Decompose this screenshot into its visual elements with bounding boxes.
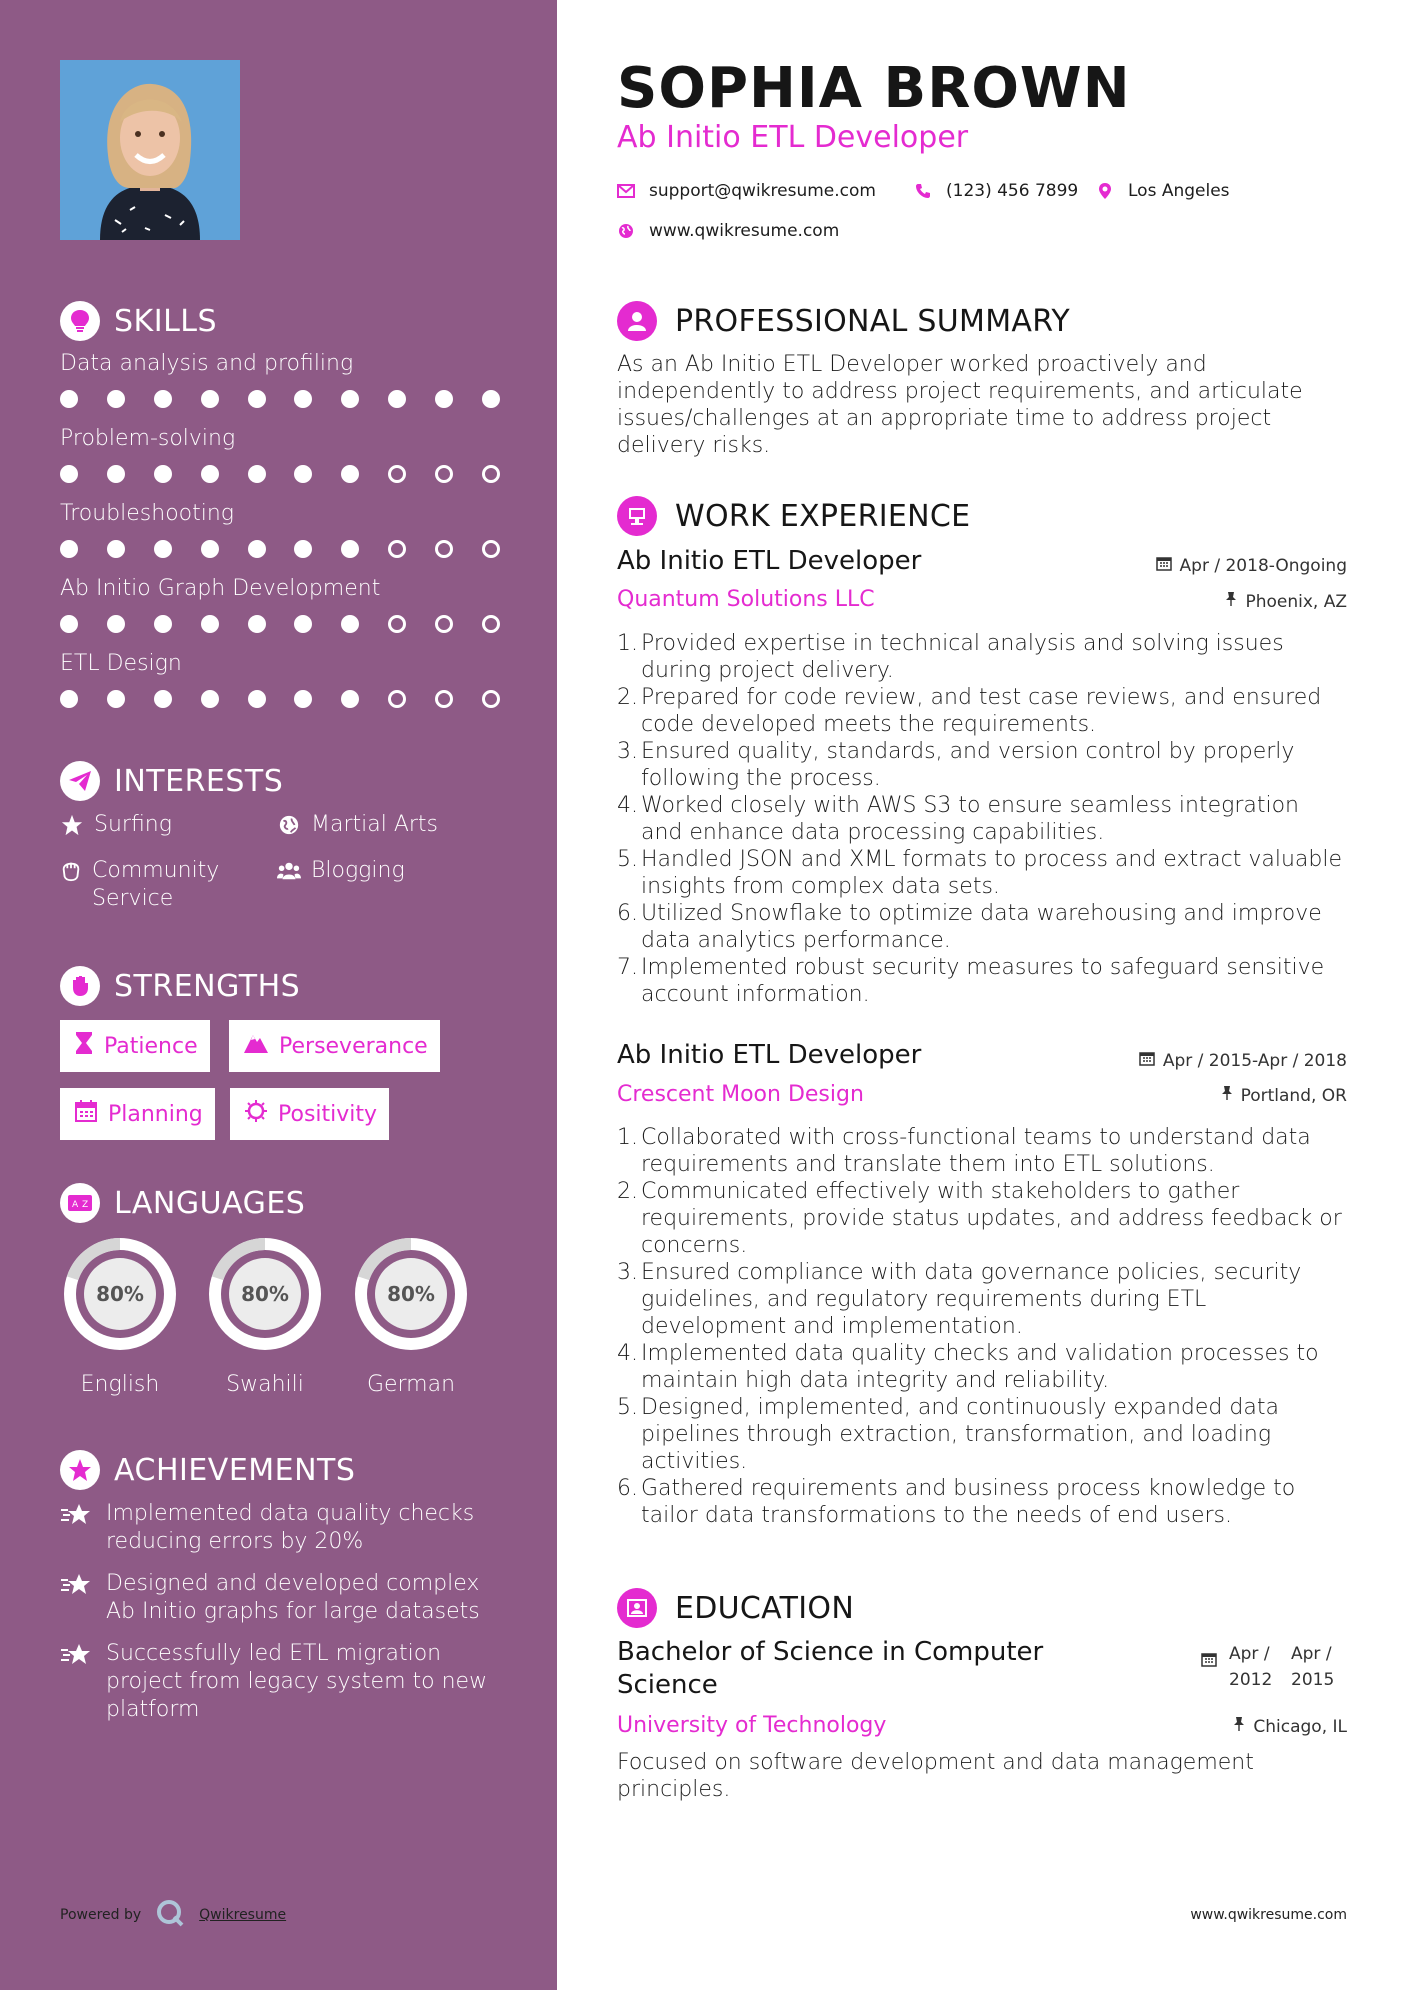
language-ring [58, 1232, 182, 1356]
rating-dot-filled [294, 390, 312, 408]
achievement-item [60, 1500, 510, 1556]
mountain-icon [243, 1032, 269, 1060]
bullet-text: Ensured compliance with data governance policies, security guidelines, and regulatory requirements during ETL development and implementation. [641, 1260, 1302, 1339]
bullet-text: Worked closely with AWS S3 to ensure seamless integration and enhance data processing capabilities. [641, 793, 1300, 845]
rating-dot-filled [154, 540, 172, 558]
envelope-icon [617, 182, 635, 200]
paper-plane-icon [60, 761, 100, 801]
pushpin-icon [1221, 1085, 1233, 1106]
interest-label: Community Service [92, 858, 220, 911]
phone-text: (123) 456 7899 [946, 181, 1079, 201]
sidebar [0, 0, 557, 1990]
pushpin-icon [1225, 591, 1237, 612]
bullet-number: 5. [617, 847, 638, 872]
rating-dot-filled [294, 615, 312, 633]
job-title: Ab Initio ETL Developer [617, 1040, 922, 1070]
qwikresume-link[interactable]: Qwikresume [199, 1907, 287, 1923]
interest-label: Blogging [311, 858, 405, 883]
rating-dot-filled [107, 540, 125, 558]
rating-dot-filled [435, 390, 453, 408]
map-pin-icon [1096, 182, 1114, 200]
location-text: Los Angeles [1128, 181, 1230, 201]
language-ring [349, 1232, 473, 1356]
bullet-number: 2. [617, 1179, 638, 1204]
bullet-number: 1. [617, 1125, 638, 1150]
job-dates [1139, 1050, 1347, 1071]
education-heading-text: EDUCATION [675, 1590, 855, 1626]
skill-item [60, 651, 500, 708]
rating-dot-filled [107, 390, 125, 408]
education-school: University of Technology [617, 1713, 887, 1738]
strength-label: Planning [108, 1101, 203, 1127]
skills-heading-text: SKILLS [114, 303, 218, 339]
education-heading [617, 1588, 854, 1628]
rating-dot-filled [248, 540, 266, 558]
powered-by-label: Powered by [60, 1907, 142, 1923]
rating-dot-empty [435, 615, 453, 633]
language-item [58, 1232, 182, 1397]
calendar-icon [74, 1099, 98, 1129]
bullet-text: Designed, implemented, and continuously expanded data pipelines through extraction, transformation, and loading activities. [641, 1395, 1279, 1474]
candidate-title: Ab Initio ETL Developer [617, 120, 969, 155]
hourglass-icon [74, 1031, 94, 1061]
email-text: support@qwikresume.com [649, 181, 876, 201]
job-bullet [617, 1178, 1347, 1259]
job-dates-text: Apr / 2018-Ongoing [1179, 555, 1347, 576]
rating-dot-filled [60, 690, 78, 708]
bullet-text: Ensured quality, standards, and version control by properly following the process. [641, 739, 1295, 791]
rating-dot-empty [435, 690, 453, 708]
language-item [203, 1232, 327, 1397]
job-dates-text: Apr / 2015-Apr / 2018 [1162, 1050, 1347, 1071]
sun-icon [244, 1099, 268, 1129]
summary-heading [617, 301, 1070, 341]
job-bullet [617, 1394, 1347, 1475]
interest-item [277, 811, 438, 839]
interest-label: Martial Arts [311, 812, 439, 837]
rating-dot-filled [154, 465, 172, 483]
rating-dot-filled [294, 690, 312, 708]
skill-item [60, 351, 500, 408]
achievement-item [60, 1570, 510, 1626]
pushpin-icon [1233, 1716, 1245, 1737]
summary-text: As an Ab Initio ETL Developer worked proactively and independently to address project requirements, and articulate issues/challenges at an appropriate time to address project delivery risks. [617, 352, 1303, 458]
bullet-text: Communicated effectively with stakeholders to gather requirements, provide status updates, and address feedback or concerns. [641, 1179, 1342, 1258]
bullet-number: 4. [617, 1341, 638, 1366]
shooting-star-icon [60, 1570, 92, 1626]
language-icon [60, 1183, 100, 1223]
rating-dot-filled [154, 615, 172, 633]
bullet-number: 6. [617, 901, 638, 926]
rating-dot-empty [482, 615, 500, 633]
skill-rating [60, 615, 500, 633]
rating-dot-empty [388, 540, 406, 558]
skill-label: Troubleshooting [60, 501, 234, 526]
rating-dot-filled [341, 690, 359, 708]
rating-dot-filled [248, 615, 266, 633]
profile-photo [60, 60, 240, 240]
job-bullets [617, 1124, 1347, 1529]
job-bullet [617, 954, 1347, 1008]
education-start: Apr / 2012 [1229, 1644, 1273, 1690]
skill-rating [60, 540, 500, 558]
achievements-heading-text: ACHIEVEMENTS [114, 1452, 356, 1488]
education-dates [1201, 1641, 1347, 1693]
rating-dot-empty [388, 615, 406, 633]
skill-item [60, 426, 500, 483]
rating-dot-filled [482, 390, 500, 408]
education-end: Apr / 2015 [1291, 1644, 1335, 1690]
job-bullet [617, 1475, 1347, 1529]
rating-dot-filled [201, 540, 219, 558]
strengths-heading-text: STRENGTHS [114, 968, 301, 1004]
calendar-icon [1201, 1641, 1217, 1672]
rating-dot-filled [201, 390, 219, 408]
strengths-heading [60, 966, 300, 1006]
hand-icon [60, 857, 82, 885]
interests-heading-text: INTERESTS [114, 763, 284, 799]
interest-item [60, 811, 172, 839]
candidate-name: SOPHIA BROWN [617, 56, 1131, 121]
education-degree: Bachelor of Science in Computer Science [617, 1637, 1044, 1700]
job-dates [1156, 555, 1347, 576]
skill-rating [60, 690, 500, 708]
job-company: Quantum Solutions LLC [617, 587, 875, 612]
bullet-number: 3. [617, 739, 638, 764]
rating-dot-filled [294, 540, 312, 558]
achievement-text: Implemented data quality checks reducing errors by 20% [106, 1501, 475, 1554]
user-icon [617, 301, 657, 341]
contact-email[interactable] [617, 181, 876, 201]
language-percent: 80% [241, 1282, 289, 1306]
education-location-text: Chicago, IL [1253, 1716, 1347, 1737]
rating-dot-empty [388, 690, 406, 708]
rating-dot-filled [107, 690, 125, 708]
skill-label: Problem-solving [60, 426, 236, 451]
job-title: Ab Initio ETL Developer [617, 546, 922, 576]
language-item [349, 1232, 473, 1397]
job-bullet [617, 1124, 1347, 1178]
calendar-icon [1156, 555, 1172, 576]
rating-dot-filled [107, 615, 125, 633]
bullet-number: 7. [617, 955, 638, 980]
language-percent: 80% [387, 1282, 435, 1306]
bullet-text: Utilized Snowflake to optimize data warehousing and improve data analytics performance. [641, 901, 1322, 953]
rating-dot-filled [201, 615, 219, 633]
rating-dot-empty [482, 465, 500, 483]
summary-heading-text: PROFESSIONAL SUMMARY [675, 303, 1071, 339]
interest-item [60, 857, 260, 913]
job-location [1221, 1085, 1347, 1106]
rating-dot-filled [60, 390, 78, 408]
education-location [1233, 1716, 1347, 1737]
rating-dot-filled [248, 465, 266, 483]
rating-dot-empty [435, 465, 453, 483]
bullet-text: Implemented robust security measures to safeguard sensitive account information. [641, 955, 1325, 1007]
users-icon [277, 857, 301, 885]
achievements-heading [60, 1450, 355, 1490]
strength-tag [230, 1088, 389, 1140]
bullet-number: 1. [617, 631, 638, 656]
language-percent: 80% [96, 1282, 144, 1306]
skill-rating [60, 390, 500, 408]
job-location-text: Phoenix, AZ [1245, 591, 1347, 612]
rating-dot-empty [482, 540, 500, 558]
job-bullet [617, 1259, 1347, 1340]
rating-dot-empty [482, 690, 500, 708]
briefcase-icon [617, 496, 657, 536]
rating-dot-filled [60, 540, 78, 558]
bullet-number: 3. [617, 1260, 638, 1285]
rating-dot-filled [248, 690, 266, 708]
interests-heading [60, 761, 283, 801]
job-bullet [617, 1340, 1347, 1394]
bullet-text: Gathered requirements and business process knowledge to tailor data transformations to the needs of end users. [641, 1476, 1296, 1528]
achievement-text: Designed and developed complex Ab Initio graphs for large datasets [106, 1571, 480, 1624]
shooting-star-icon [60, 1640, 92, 1724]
skill-label: Ab Initio Graph Development [60, 576, 381, 601]
contact-phone[interactable] [914, 181, 1078, 201]
languages-heading-text: LANGUAGES [114, 1185, 306, 1221]
star-icon [60, 811, 84, 839]
rating-dot-filled [388, 390, 406, 408]
qwikresume-logo-icon [155, 1898, 185, 1932]
skill-item [60, 501, 500, 558]
rating-dot-filled [154, 390, 172, 408]
graduation-icon [617, 1588, 657, 1628]
powered-by [60, 1898, 286, 1932]
job-location-text: Portland, OR [1240, 1085, 1347, 1106]
globe-icon [617, 222, 635, 240]
rating-dot-filled [294, 465, 312, 483]
rating-dot-filled [341, 390, 359, 408]
rating-dot-empty [435, 540, 453, 558]
job-bullet [617, 738, 1347, 792]
job-bullet [617, 684, 1347, 738]
language-label: German [366, 1372, 456, 1397]
strength-tag [60, 1020, 210, 1072]
bullet-text: Implemented data quality checks and validation processes to maintain high data integrity and reliability. [641, 1341, 1319, 1393]
skill-label: Data analysis and profiling [60, 351, 354, 376]
rating-dot-filled [60, 465, 78, 483]
phone-icon [914, 182, 932, 200]
job-bullet [617, 630, 1347, 684]
lightbulb-icon [60, 301, 100, 341]
rating-dot-filled [248, 390, 266, 408]
skills-heading [60, 301, 217, 341]
rating-dot-filled [201, 690, 219, 708]
strength-label: Perseverance [279, 1033, 428, 1059]
strength-label: Positivity [278, 1101, 378, 1127]
achievement-item [60, 1640, 510, 1724]
job-bullet [617, 792, 1347, 846]
rating-dot-filled [341, 615, 359, 633]
rating-dot-filled [154, 690, 172, 708]
education-description: Focused on software development and data management principles. [617, 1750, 1254, 1802]
skill-label: ETL Design [60, 651, 182, 676]
bullet-text: Prepared for code review, and test case reviews, and ensured code developed meets the requirements. [641, 685, 1322, 737]
contact-location [1096, 181, 1230, 201]
bullet-text: Handled JSON and XML formats to process and extract valuable insights from complex data sets. [641, 847, 1342, 899]
experience-heading [617, 496, 970, 536]
experience-heading-text: WORK EXPERIENCE [675, 498, 971, 534]
strength-label: Patience [104, 1033, 198, 1059]
language-label: English [80, 1372, 160, 1397]
bullet-number: 5. [617, 1395, 638, 1420]
bullet-text: Collaborated with cross-functional teams to understand data requirements and translate them into ETL solutions. [641, 1125, 1311, 1177]
bullet-text: Provided expertise in technical analysis and solving issues during project delivery. [641, 631, 1284, 683]
calendar-icon [1139, 1050, 1155, 1071]
strength-tag [229, 1020, 440, 1072]
rating-dot-filled [60, 615, 78, 633]
footer-website-link[interactable]: www.qwikresume.com [1190, 1907, 1347, 1923]
job-bullets [617, 630, 1347, 1008]
skill-item [60, 576, 500, 633]
language-ring [203, 1232, 327, 1356]
skill-rating [60, 465, 500, 483]
languages-heading [60, 1183, 305, 1223]
bullet-number: 2. [617, 685, 638, 710]
website-text: www.qwikresume.com [649, 221, 840, 241]
contact-website[interactable] [617, 221, 839, 241]
bullet-number: 6. [617, 1476, 638, 1501]
job-company: Crescent Moon Design [617, 1082, 864, 1107]
interest-label: Surfing [94, 812, 172, 837]
language-label: Swahili [226, 1372, 304, 1397]
job-bullet [617, 900, 1347, 954]
rating-dot-filled [201, 465, 219, 483]
job-bullet [617, 846, 1347, 900]
rating-dot-filled [341, 465, 359, 483]
rating-dot-filled [341, 540, 359, 558]
strength-tag [60, 1088, 215, 1140]
interest-item [277, 857, 405, 885]
star-badge-icon [60, 1450, 100, 1490]
svg-text:Z: Z [82, 1200, 89, 1210]
bullet-number: 4. [617, 793, 638, 818]
svg-text:A: A [72, 1200, 79, 1210]
rating-dot-filled [107, 465, 125, 483]
rating-dot-empty [388, 465, 406, 483]
job-location [1225, 591, 1347, 612]
globe-icon [277, 811, 301, 839]
fist-icon [60, 966, 100, 1006]
achievement-text: Successfully led ETL migration project from legacy system to new platform [106, 1641, 488, 1722]
shooting-star-icon [60, 1500, 92, 1556]
